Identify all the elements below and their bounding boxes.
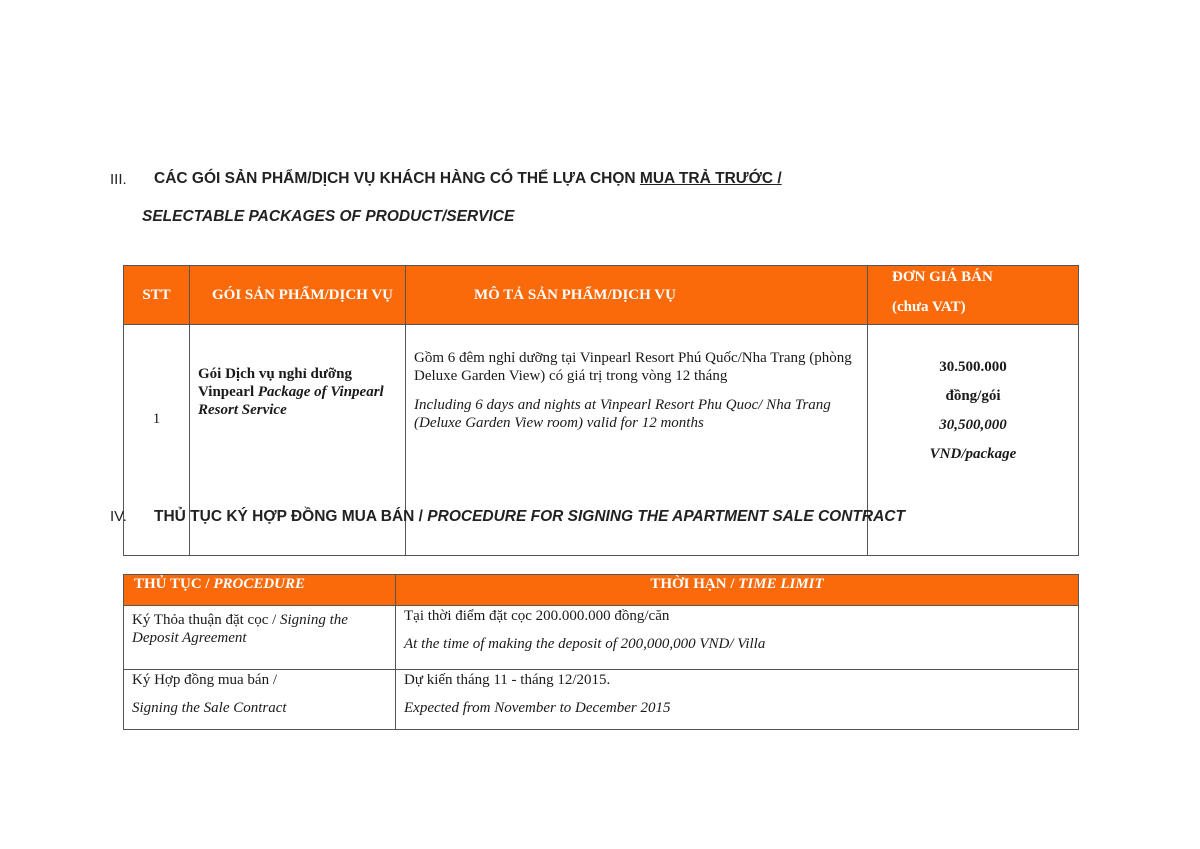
header-procedure-vi: THỦ TỤC /	[134, 576, 214, 592]
section-4-title	[154, 508, 905, 526]
procedure-cell	[124, 670, 396, 730]
procedure-table	[123, 574, 1079, 730]
section-3-title	[154, 170, 782, 188]
header-stt: STT	[124, 266, 190, 325]
section-3-title-underlined: MUA TRẢ TRƯỚC /	[639, 170, 782, 187]
section-3-title-text: CÁC GÓI SẢN PHẨM/DỊCH VỤ KHÁCH HÀNG CÓ THỂ LỰA CHỌN	[154, 170, 640, 187]
header-package: GÓI SẢN PHẨM/DỊCH VỤ	[190, 266, 406, 325]
section-4-numeral: IV.	[110, 508, 127, 525]
section-4-title-text: THỦ TỤC KÝ HỢP ĐỒNG MUA BÁN /	[154, 508, 428, 525]
table-row	[124, 606, 1079, 670]
procedure-table-header	[124, 575, 1079, 606]
row-unit-en: VND/package	[929, 446, 1017, 462]
header-time-vi: THỜI HẠN /	[650, 576, 739, 592]
row-description-en: Including 6 days and nights at Vinpearl Resort Phu Quoc/ Nha Trang (Deluxe Garden View room) valid for 12 months	[414, 397, 831, 431]
header-price	[868, 266, 1079, 325]
row-package-vi: Gói Dịch vụ nghỉ dưỡng Vinpearl	[198, 366, 353, 400]
time-limit-en: At the time of making the deposit of 200,000,000 VND/ Villa	[404, 636, 766, 652]
row-stt: 1	[124, 325, 190, 556]
time-limit-en: Expected from November to December 2015	[404, 700, 671, 716]
packages-table-header	[124, 266, 1079, 325]
row-description-vi: Gồm 6 đêm nghỉ dưỡng tại Vinpearl Resort Phú Quốc/Nha Trang (phòng Deluxe Garden View) có giá trị trong vòng 12 tháng	[414, 350, 852, 384]
procedure-cell	[124, 606, 396, 670]
table-row	[124, 670, 1079, 730]
header-time-en: TIME LIMIT	[738, 576, 824, 592]
header-description: MÔ TẢ SẢN PHẨM/DỊCH VỤ	[406, 266, 868, 325]
time-limit-vi: Tại thời điểm đặt cọc 200.000.000 đồng/căn	[404, 608, 670, 624]
header-procedure	[124, 575, 396, 606]
procedure-en: Signing the Sale Contract	[132, 700, 287, 716]
time-limit-cell	[396, 606, 1079, 670]
section-3-subtitle: SELECTABLE PACKAGES OF PRODUCT/SERVICE	[142, 208, 515, 225]
time-limit-cell	[396, 670, 1079, 730]
section-4-title-italic: PROCEDURE FOR SIGNING THE APARTMENT SALE CONTRACT	[427, 508, 905, 525]
row-price-en: 30,500,000	[939, 417, 1007, 433]
row-unit-vi: đồng/gói	[945, 388, 1001, 404]
row-price-vi: 30.500.000	[939, 359, 1007, 375]
header-procedure-en: PROCEDURE	[213, 576, 306, 592]
header-price-line1: ĐƠN GIÁ BÁN	[892, 269, 993, 285]
time-limit-vi: Dự kiến tháng 11 - tháng 12/2015.	[404, 672, 611, 688]
procedure-vi: Ký Hợp đồng mua bán /	[132, 672, 277, 688]
procedure-vi: Ký Thỏa thuận đặt cọc /	[132, 612, 281, 628]
row-package-en: Package of Vinpearl Resort Service	[198, 384, 384, 418]
header-time-limit	[396, 575, 1079, 606]
procedure-en: Signing the Deposit Agreement	[132, 612, 348, 646]
section-3-numeral: III.	[110, 171, 127, 188]
header-price-line2: (chưa VAT)	[892, 299, 966, 315]
